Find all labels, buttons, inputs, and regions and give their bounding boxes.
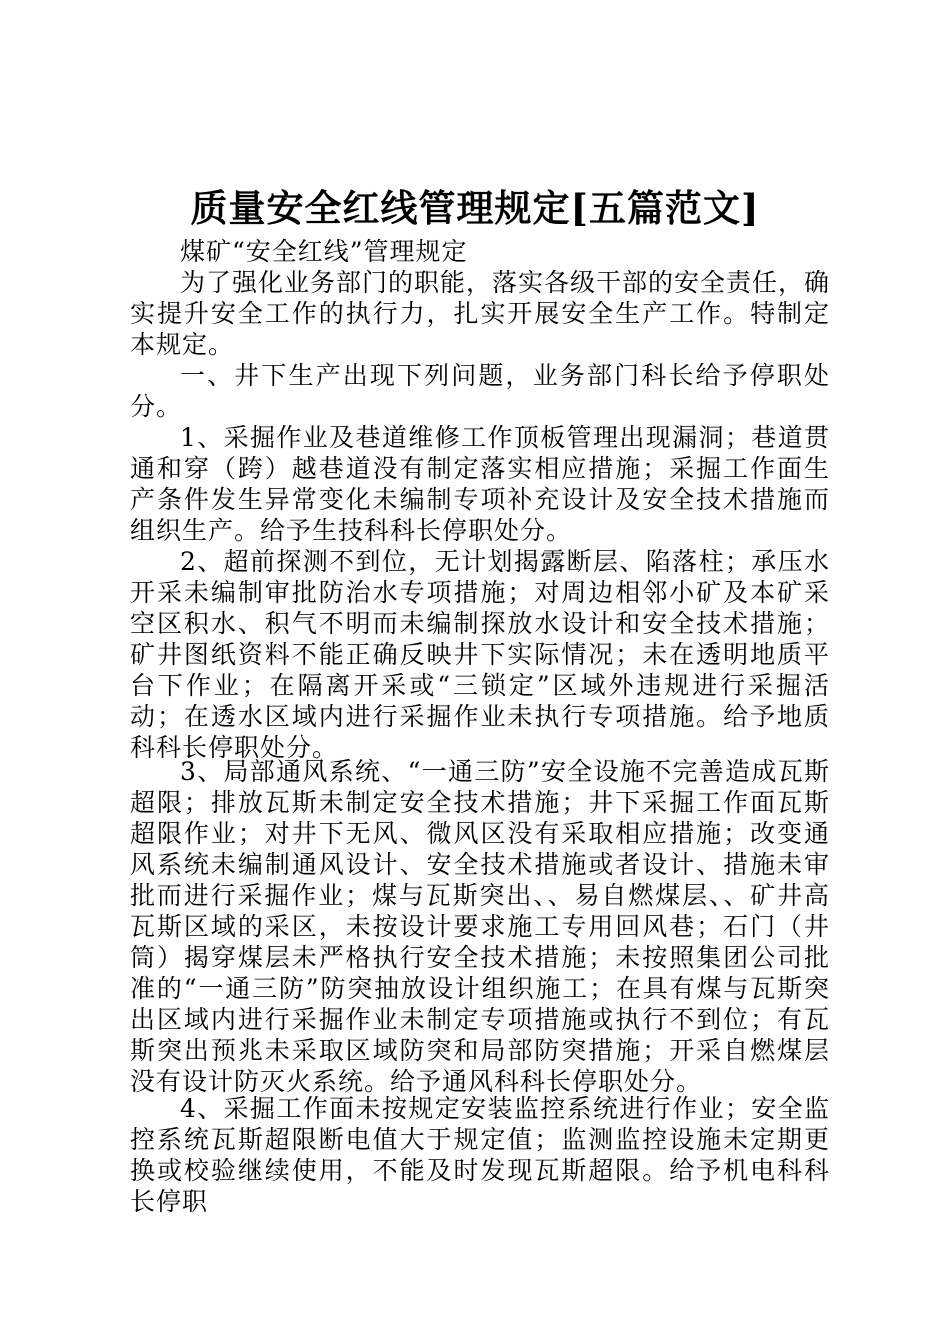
- paragraph-intro: 为了强化业务部门的职能，落实各级干部的安全责任，确实提升安全工作的执行力，扎实开展安全生产工作。特制定本规定。: [130, 268, 831, 359]
- document-subtitle: 煤矿“安全红线”管理规定: [180, 237, 468, 266]
- paragraph-item-4: 4、采掘工作面未按规定安装监控系统进行作业；安全监控系统瓦斯超限断电值大于规定值；监测监控设施未定期更换或校验继续使用，不能及时发现瓦斯超限。给予机电科科长停职: [130, 1094, 830, 1216]
- paragraph-item-1: 1、采掘作业及巷道维修工作顶板管理出现漏洞；巷道贯通和穿（跨）越巷道没有制定落实相应措施；采掘工作面生产条件发生异常变化未编制专项补充设计及安全技术措施而组织生产。给予生技科科长停职处分。: [130, 423, 830, 545]
- section-heading-1: 一、井下生产出现下列问题，业务部门科长给予停职处分。: [130, 361, 830, 421]
- document-title: 质量安全红线管理规定[五篇范文]: [190, 186, 760, 230]
- paragraph-item-3: 3、局部通风系统、“一通三防”安全设施不完善造成瓦斯超限；排放瓦斯未制定安全技术措施；井下采掘工作面瓦斯超限作业；对井下无风、微风区没有采取相应措施；改变通风系统未编制通风设计、安全技术措施或者设计、措施未审批而进行采掘作业；煤与瓦斯突出、、易自燃煤层、、矿井高瓦斯区域的采区，未按设计要求施工专用回风巷；石门（井筒）揭穿煤层未严格执行安全技术措施；未按照集团公司批准的“一通三防”防突抽放设计组织施工；在具有煤与瓦斯突出区域内进行采掘作业未制定专项措施或执行不到位；有瓦斯突出预兆未采取区域防突和局部防突措施；开采自燃煤层没有设计防灭火系统。给予通风科科长停职处分。: [130, 757, 830, 1096]
- paragraph-item-2: 2、超前探测不到位，无计划揭露断层、陷落柱；承压水开采未编制审批防治水专项措施；对周边相邻小矿及本矿采空区积水、积气不明而未编制探放水设计和安全技术措施；矿井图纸资料不能正确反映井下实际情况；未在透明地质平台下作业；在隔离开采或“三锁定”区域外违规进行采掘活动；在透水区域内进行采掘作业未执行专项措施。给予地质科科长停职处分。: [130, 547, 830, 762]
